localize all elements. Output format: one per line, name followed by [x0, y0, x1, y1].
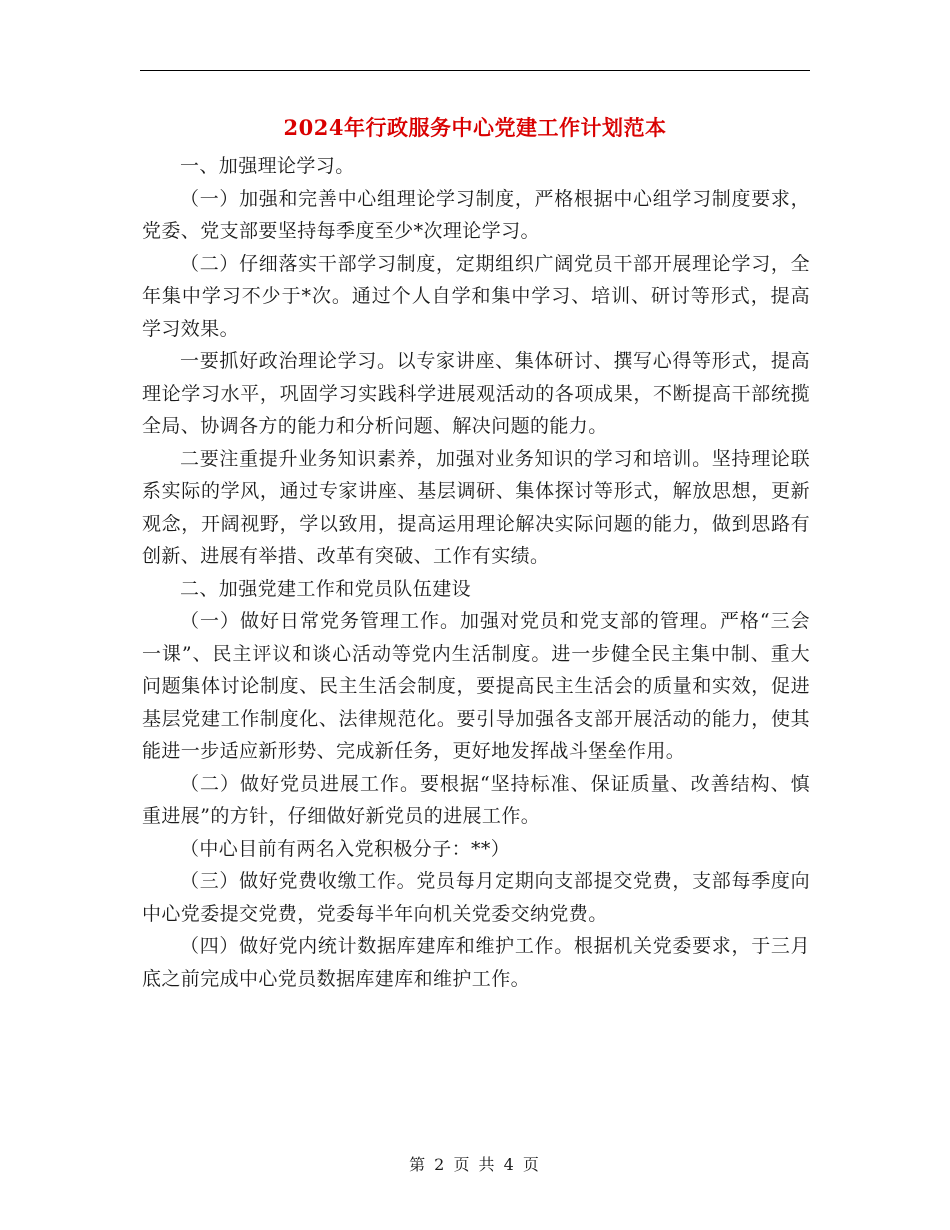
- document-body: [142, 150, 810, 995]
- paragraph: 二要注重提升业务知识素养，加强对业务知识的学习和培训。坚持理论联系实际的学风，通过专家讲座、基层调研、集体探讨等形式，解放思想，更新观念，开阔视野，学以致用，提高运用理论解决实际问题的能力，做到思路有创新、进展有举措、改革有突破、工作有实绩。: [142, 447, 810, 567]
- paragraph: （二）做好党员进展工作。要根据“坚持标准、保证质量、改善结构、慎重进展”的方针，仔细做好新党员的进展工作。: [142, 772, 810, 827]
- paragraph: （一）加强和完善中心组理论学习制度，严格根据中心组学习制度要求，党委、党支部要坚持每季度至少*次理论学习。: [142, 187, 810, 242]
- paragraph: （中心目前有两名入党积极分子：**）: [180, 837, 511, 860]
- page-number: 第 2 页 共 4 页: [409, 1155, 541, 1174]
- document-title: 2024年行政服务中心党建工作计划范本: [283, 115, 667, 140]
- paragraph: 一要抓好政治理论学习。以专家讲座、集体研讨、撰写心得等形式，提高理论学习水平，巩固学习实践科学进展观活动的各项成果，不断提高干部统揽全局、协调各方的能力和分析问题、解决问题的能力。: [142, 350, 810, 437]
- section-heading-2: 二、加强党建工作和党员队伍建设: [180, 577, 472, 600]
- paragraph: （二）仔细落实干部学习制度，定期组织广阔党员干部开展理论学习，全年集中学习不少于*次。通过个人自学和集中学习、培训、研讨等形式，提高学习效果。: [142, 252, 810, 340]
- paragraph: （三）做好党费收缴工作。党员每月定期向支部提交党费，支部每季度向中心党委提交党费，党委每半年向机关党委交纳党费。: [142, 870, 810, 925]
- section-heading-1: 一、加强理论学习。: [180, 155, 355, 177]
- paragraph: （一）做好日常党务管理工作。加强对党员和党支部的管理。严格“三会一课”、民主评议和谈心活动等党内生活制度。进一步健全民主集中制、重大问题集体讨论制度、民主生活会制度，要提高民主生活会的质量和实效，促进基层党建工作制度化、法律规范化。要引导加强各支部开展活动的能力，使其能进一步适应新形势、完成新任务，更好地发挥战斗堡垒作用。: [142, 610, 810, 762]
- paragraph: （四）做好党内统计数据库建库和维护工作。根据机关党委要求，于三月底之前完成中心党员数据库建库和维护工作。: [142, 935, 810, 990]
- header-rule: [140, 70, 810, 71]
